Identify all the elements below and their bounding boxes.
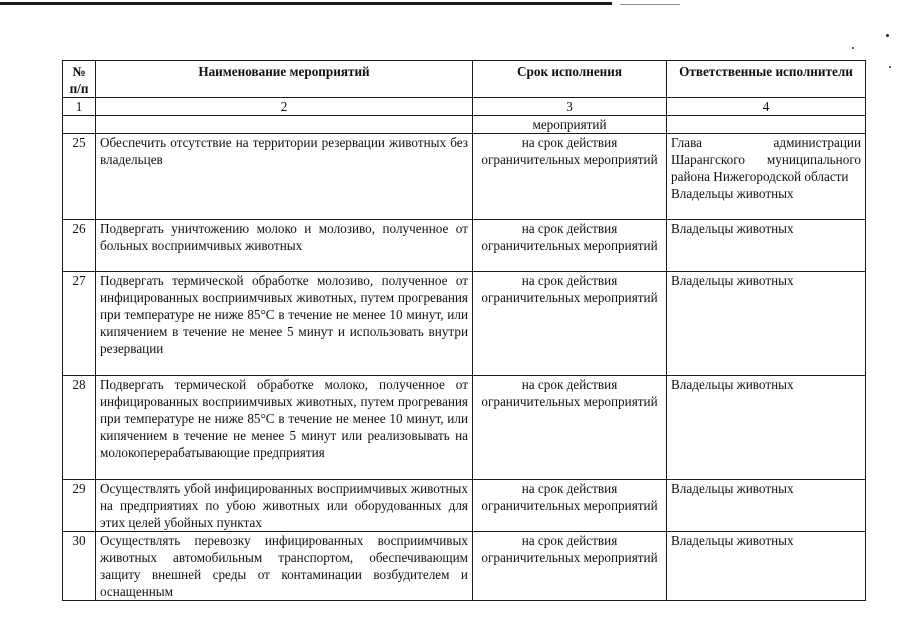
table-row: [63, 116, 866, 134]
scan-speck: [852, 47, 854, 49]
responsible-head-of-administration: Глава администрации Шарангского муниципального района Нижегородской области: [671, 135, 861, 184]
responsible-owners: Владельцы животных: [671, 186, 794, 201]
row-responsible: Владельцы животных: [667, 220, 866, 272]
table-row: [63, 220, 866, 272]
column-number: 3: [473, 98, 667, 116]
row-responsible: Владельцы животных: [667, 272, 866, 376]
row-name: Подвергать термической обработке молоко, полученное от инфицированных восприимчивых животных, путем прогревания при температуре не ниже 85°С в течение не менее 10 минут, или кипячением в течение не менее 5 минут или реализовывать на молокоперерабатывающие предприятия: [96, 376, 473, 480]
row-term: на срок действия ограничительных мероприятий: [473, 532, 667, 601]
row-responsible: Владельцы животных: [667, 376, 866, 480]
top-border-rule-tail: [620, 4, 680, 5]
row-name: Обеспечить отсутствие на территории резервации животных без владельцев: [96, 134, 473, 220]
column-numbers-row: [63, 98, 866, 116]
table-row: [63, 272, 866, 376]
row-number: 29: [63, 480, 96, 532]
row-responsible: Владельцы животных: [667, 532, 866, 601]
table-row: [63, 376, 866, 480]
row-number: 27: [63, 272, 96, 376]
row-term: на срок действия ограничительных мероприятий: [473, 480, 667, 532]
row-name: Подвергать термической обработке молозиво, полученное от инфицированных восприимчивых животных, путем прогревания при температуре не ниже 85°С в течение не менее 10 минут, или кипячением в течение не менее 5 минут и использовать внутри резервации: [96, 272, 473, 376]
row-term: на срок действия ограничительных мероприятий: [473, 220, 667, 272]
row-number: [63, 116, 96, 134]
row-name: Осуществлять убой инфицированных восприимчивых животных на предприятиях по убою животных или оборудованных для этих целей убойных пунктах: [96, 480, 473, 532]
column-number: 1: [63, 98, 96, 116]
row-term: на срок действия ограничительных мероприятий: [473, 376, 667, 480]
row-name: Подвергать уничтожению молоко и молозиво, полученное от больных восприимчивых животных: [96, 220, 473, 272]
table-row: [63, 532, 866, 601]
row-number: 25: [63, 134, 96, 220]
row-number: 26: [63, 220, 96, 272]
top-border-rule: [0, 2, 612, 5]
row-number: 28: [63, 376, 96, 480]
table-row: [63, 480, 866, 532]
measures-table: [62, 60, 866, 601]
table-header-row: [63, 61, 866, 98]
scan-speck: [886, 34, 889, 37]
table-row: [63, 134, 866, 220]
row-number: 30: [63, 532, 96, 601]
column-number: 2: [96, 98, 473, 116]
header-responsible: Ответственные исполнители: [667, 61, 866, 98]
header-term: Срок исполнения: [473, 61, 667, 98]
row-responsible: [667, 134, 866, 220]
row-name: Осуществлять перевозку инфицированных восприимчивых животных автомобильным транспортом, обеспечивающим защиту внешней среды от контаминации возбудителем и оснащенным: [96, 532, 473, 601]
row-responsible: Владельцы животных: [667, 480, 866, 532]
row-term: мероприятий: [473, 116, 667, 134]
row-term: на срок действия ограничительных мероприятий: [473, 272, 667, 376]
column-number: 4: [667, 98, 866, 116]
header-num: № п/п: [63, 61, 96, 98]
header-name: Наименование мероприятий: [96, 61, 473, 98]
row-responsible: [667, 116, 866, 134]
row-name: [96, 116, 473, 134]
scan-speck: [889, 66, 891, 68]
row-term: на срок действия ограничительных мероприятий: [473, 134, 667, 220]
